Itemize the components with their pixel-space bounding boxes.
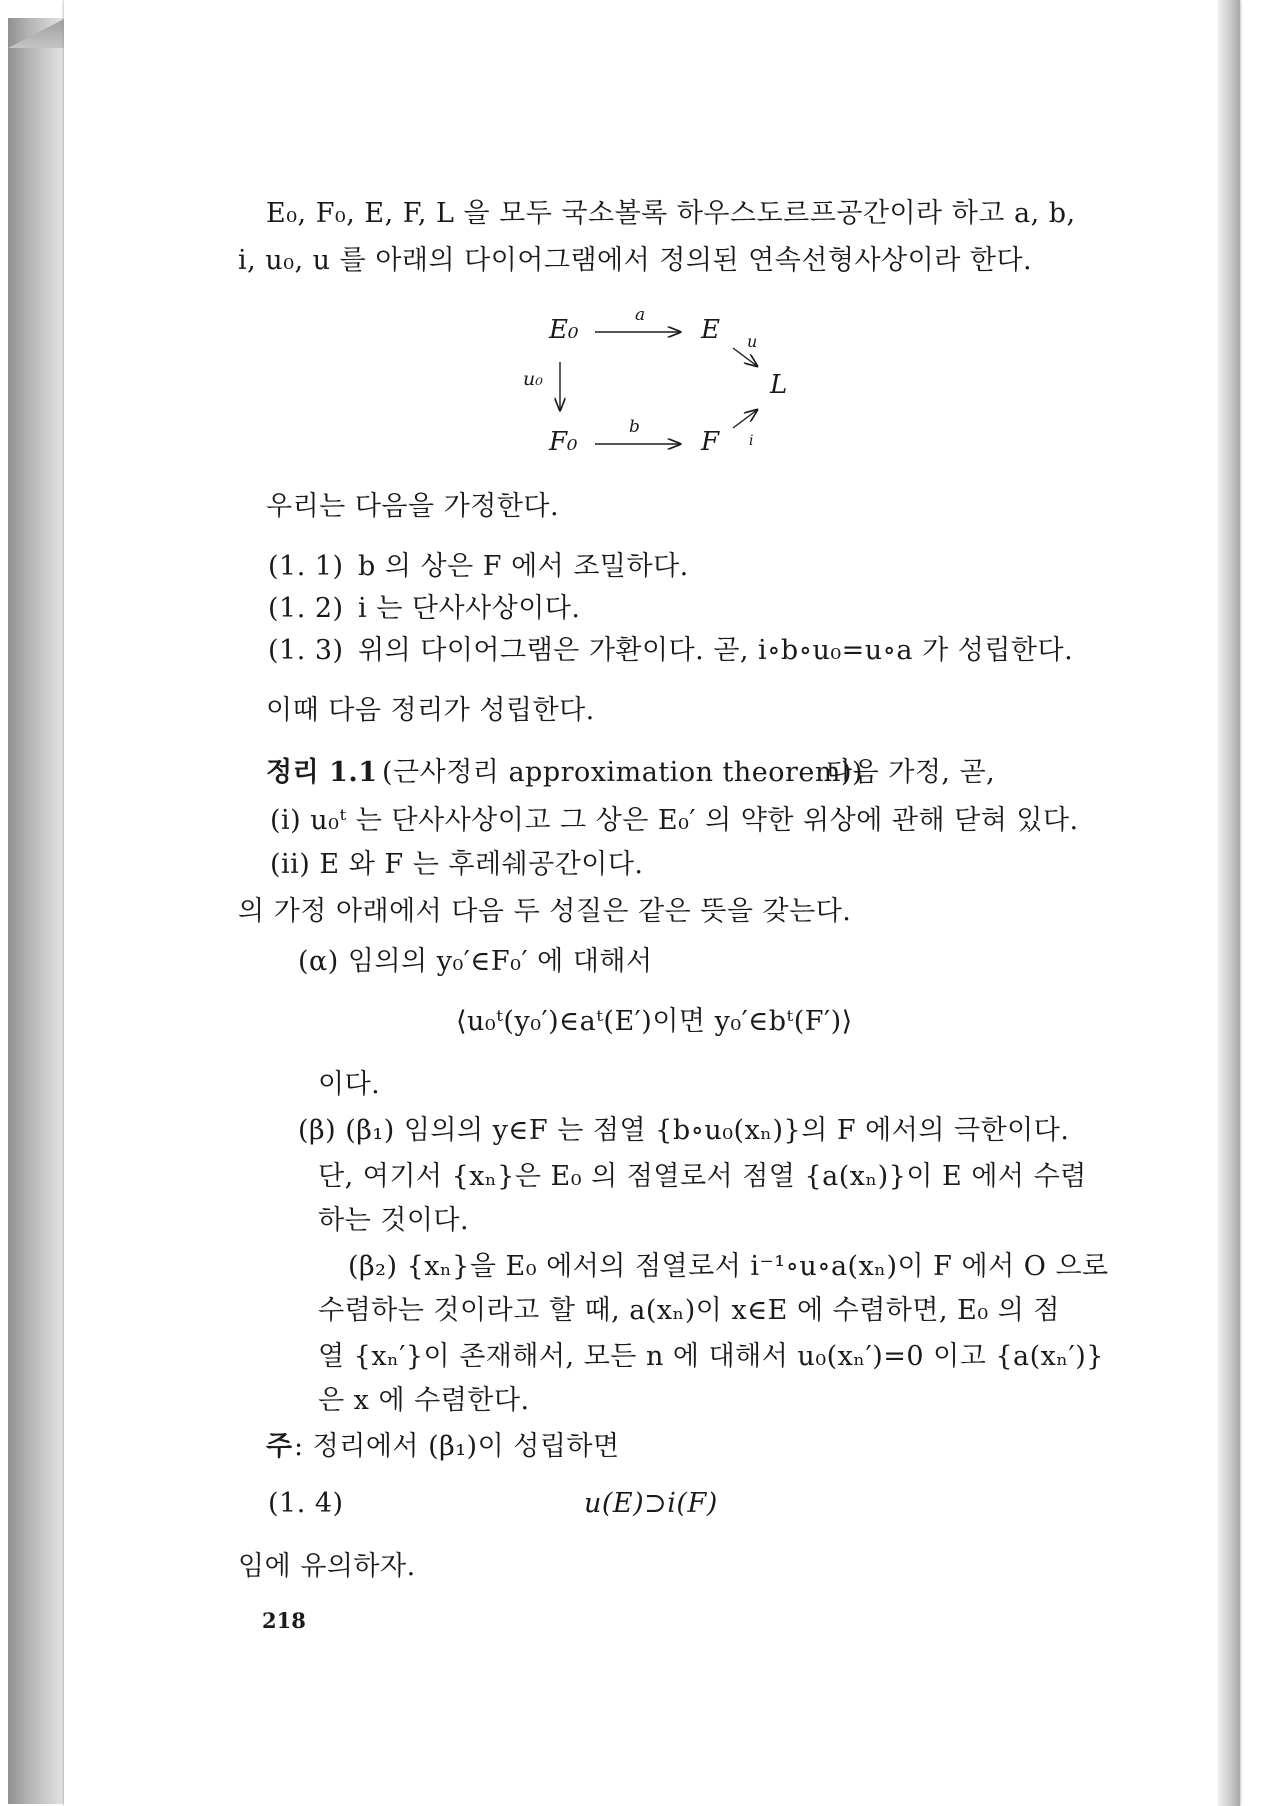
equation-number: (1. 4) — [268, 1488, 344, 1519]
condition-1-number: (1. 1) — [268, 551, 344, 582]
under-line: 의 가정 아래에서 다음 두 성질은 같은 뜻을 갖는다. — [238, 896, 852, 927]
beta-line-5: 수렴하는 것이라고 할 때, a(xₙ)이 x∈E 에 수렴하면, E₀ 의 점 — [318, 1295, 1060, 1326]
theorem-title: (근사정리 approximation theorem)) — [382, 757, 864, 788]
beta-line-7: 은 x 에 수렴한다. — [318, 1385, 530, 1416]
page-edge — [1218, 0, 1240, 1806]
book-spine — [8, 18, 66, 1804]
arrow-i — [733, 410, 757, 428]
condition-3-number: (1. 3) — [268, 635, 344, 666]
label-i: i — [749, 433, 754, 449]
label-u0: u₀ — [523, 368, 543, 390]
beta-line-2: 단, 여기서 {xₙ}은 E₀ 의 점열로서 점열 {a(xₙ)}이 E 에서 수렴 — [318, 1161, 1087, 1192]
page-number: 218 — [262, 1608, 306, 1633]
note-end: 임에 유의하자. — [238, 1551, 416, 1582]
intro-line-2: i, u₀, u 를 아래의 다이어그램에서 정의된 연속선형사상이라 한다. — [238, 245, 1033, 276]
node-E0: E₀ — [549, 315, 579, 345]
node-L: L — [770, 370, 788, 400]
beta-line-1: (β) (β₁) 임의의 y∈F 는 점열 {b∘u₀(xₙ)}의 F 에서의 극한이다. — [298, 1115, 1070, 1146]
node-E: E — [701, 315, 720, 345]
node-F0: F₀ — [549, 427, 578, 457]
condition-2-text: i 는 단사사상이다. — [358, 593, 581, 624]
theorem-rest: 다음 가정, 곧, — [826, 757, 996, 788]
alpha-line: (α) 임의의 y₀′∈F₀′ 에 대해서 — [298, 946, 653, 977]
hypothesis-1: (i) u₀ᵗ 는 단사사상이고 그 상은 E₀′ 의 약한 위상에 관해 닫혀 있다. — [270, 805, 1079, 836]
intro-line-1: E₀, F₀, E, F, L 을 모두 국소볼록 하우스도르프공간이라 하고 a, b, — [266, 198, 1076, 229]
alpha-end: 이다. — [318, 1069, 381, 1100]
note-label: 주 — [266, 1431, 293, 1462]
label-u: u — [747, 332, 758, 351]
equation: u(E)⊃i(F) — [584, 1488, 718, 1519]
label-a: a — [635, 305, 646, 325]
label-b: b — [629, 417, 640, 437]
condition-1-text: b 의 상은 F 에서 조밀하다. — [358, 551, 689, 582]
node-F: F — [701, 427, 720, 457]
beta-line-6: 열 {xₙ′}이 존재해서, 모든 n 에 대해서 u₀(xₙ′)=0 이고 {a(xₙ′)} — [318, 1341, 1104, 1372]
commutative-diagram — [495, 300, 825, 470]
note-text: : 정리에서 (β₁)이 성립하면 — [294, 1431, 620, 1462]
condition-3-text: 위의 다이어그램은 가환이다. 곧, i∘b∘u₀=u∘a 가 성립한다. — [358, 635, 1074, 666]
beta-line-3: 하는 것이다. — [318, 1205, 470, 1236]
alpha-formula: ⟨u₀ᵗ(y₀′)∈aᵗ(E′)이면 y₀′∈bᵗ(F′)⟩ — [456, 1006, 853, 1037]
hypothesis-2: (ii) E 와 F 는 후레쉐공간이다. — [270, 849, 644, 880]
condition-2-number: (1. 2) — [268, 593, 344, 624]
beta-line-4: (β₂) {xₙ}을 E₀ 에서의 점열로서 i⁻¹∘u∘a(xₙ)이 F 에서 O 으로 — [348, 1251, 1109, 1282]
theorem-label: 정리 1.1 — [266, 757, 378, 788]
assumption-intro: 우리는 다음을 가정한다. — [266, 491, 560, 522]
then-line: 이때 다음 정리가 성립한다. — [266, 695, 595, 726]
